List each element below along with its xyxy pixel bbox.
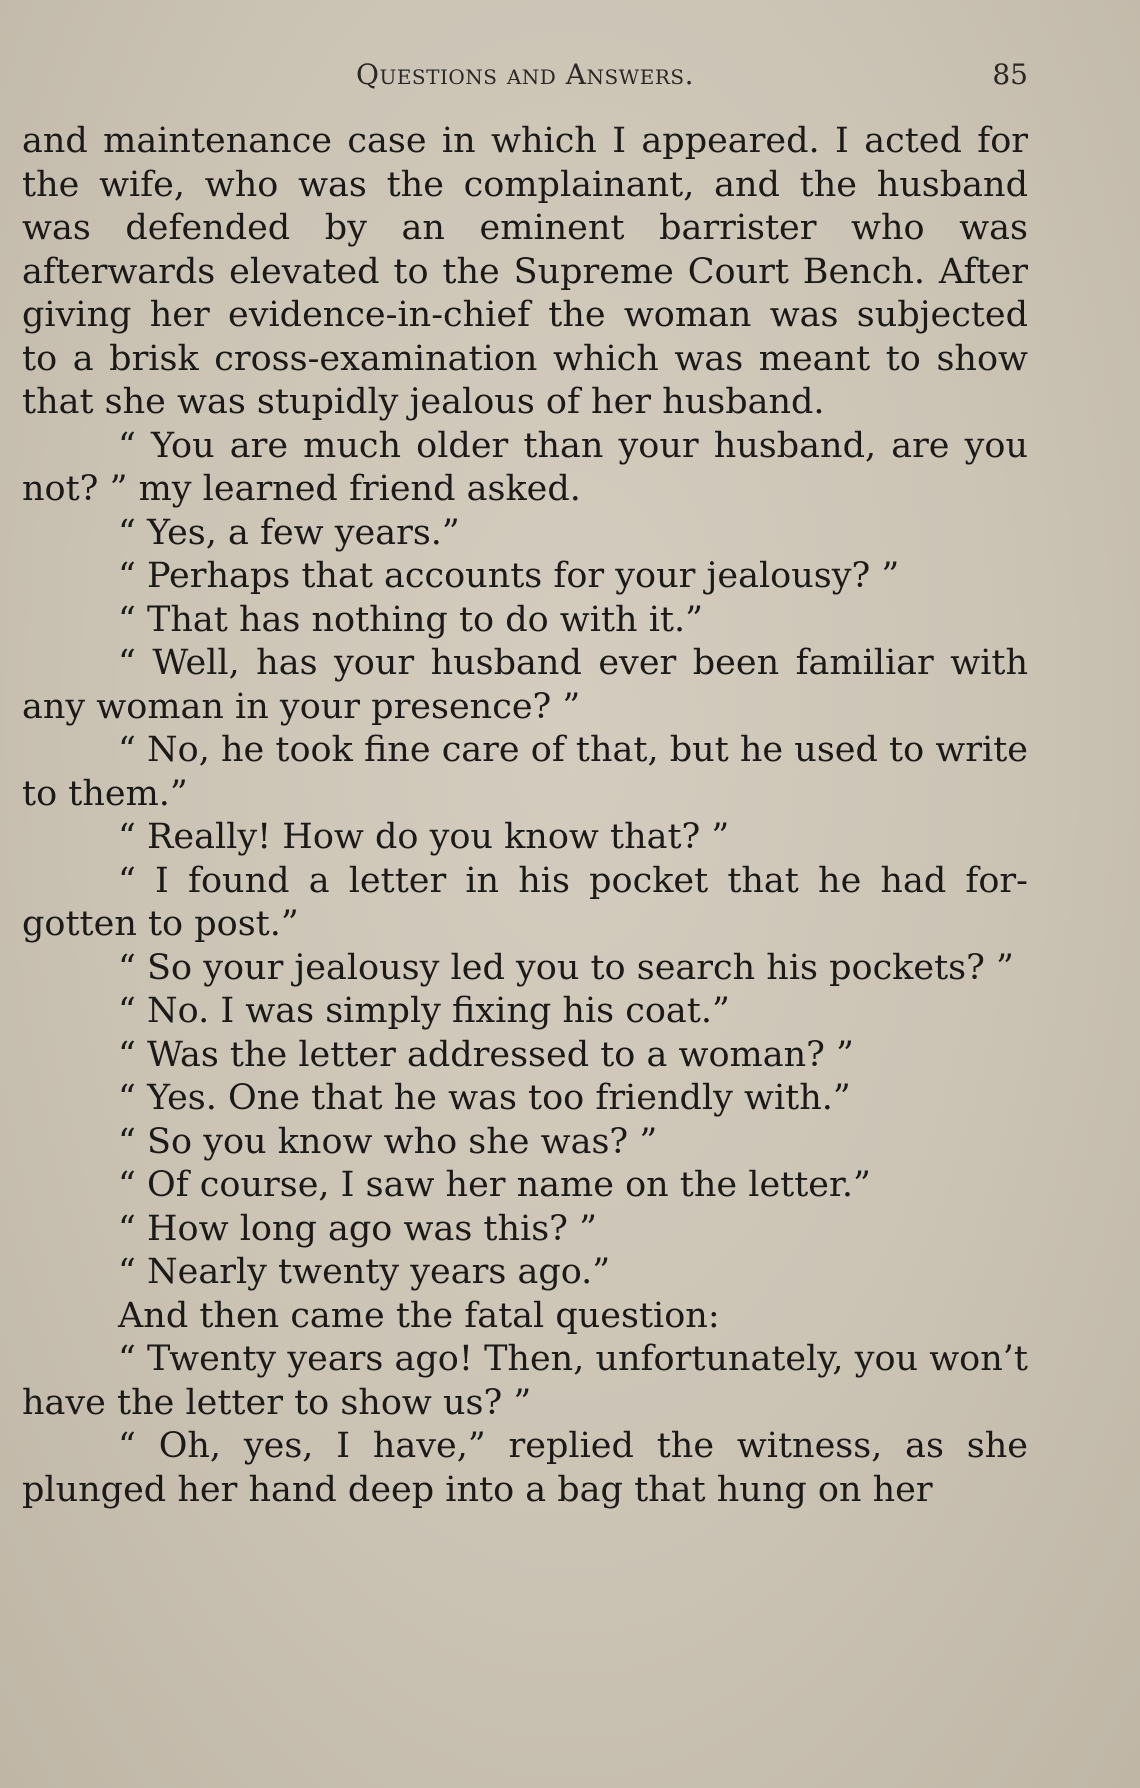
paragraph: “ Perhaps that accounts for your jealousy? ”	[118, 556, 900, 596]
paragraph: “ Was the letter addressed to a woman? ”	[118, 1034, 854, 1075]
body-text	[22, 120, 1028, 1512]
paragraph: “ Yes, a few years.”	[118, 512, 460, 553]
paragraph: “ So you know who she was? ”	[118, 1121, 658, 1162]
paragraph: “ Of course, I saw her name on the letter.”	[118, 1165, 871, 1205]
paragraph: “ Nearly twenty years ago.”	[118, 1252, 611, 1292]
paragraph: and maintenance case in which I appeared. I acted for the wife, who was the complainant, and the husband was defended by an eminent barrister who was afterwards elevated to the Supreme Court Bench. After giving her evidence-in-chief the woman was subjected to a brisk cross-examination which was meant to show that she was stupidly jealous of her husband.	[22, 121, 1028, 422]
paragraph: “ Oh, yes, I have,” replied the witness, as she plunged her hand deep into a bag that hung on her	[22, 1426, 1028, 1510]
paragraph: “ How long ago was this? ”	[118, 1208, 597, 1249]
paragraph: “ No. I was simply fixing his coat.”	[118, 991, 730, 1031]
paragraph: “ So your jealousy led you to search his pockets? ”	[118, 947, 1014, 988]
paragraph: “ Really! How do you know that? ”	[118, 817, 730, 857]
paragraph: And then came the fatal question:	[118, 1295, 720, 1336]
paragraph: “ No, he took fine care of that, but he used to write to them.”	[22, 730, 1028, 814]
paragraph: “ I found a letter in his pocket that he had for-gotten to post.”	[22, 860, 1028, 944]
paragraph: “ Twenty years ago! Then, unfortunately, you won’t have the letter to show us? ”	[22, 1339, 1028, 1423]
paragraph: “ Well, has your husband ever been familiar with any woman in your presence? ”	[22, 643, 1028, 727]
paragraph: “ Yes. One that he was too friendly with.”	[118, 1078, 851, 1118]
paragraph: “ You are much older than your husband, are you not? ” my learned friend asked.	[22, 425, 1028, 509]
running-head: Questions and Answers.	[356, 58, 694, 91]
paragraph: “ That has nothing to do with it.”	[118, 599, 703, 640]
page-number: 85	[992, 58, 1028, 91]
page-header	[22, 58, 1028, 102]
